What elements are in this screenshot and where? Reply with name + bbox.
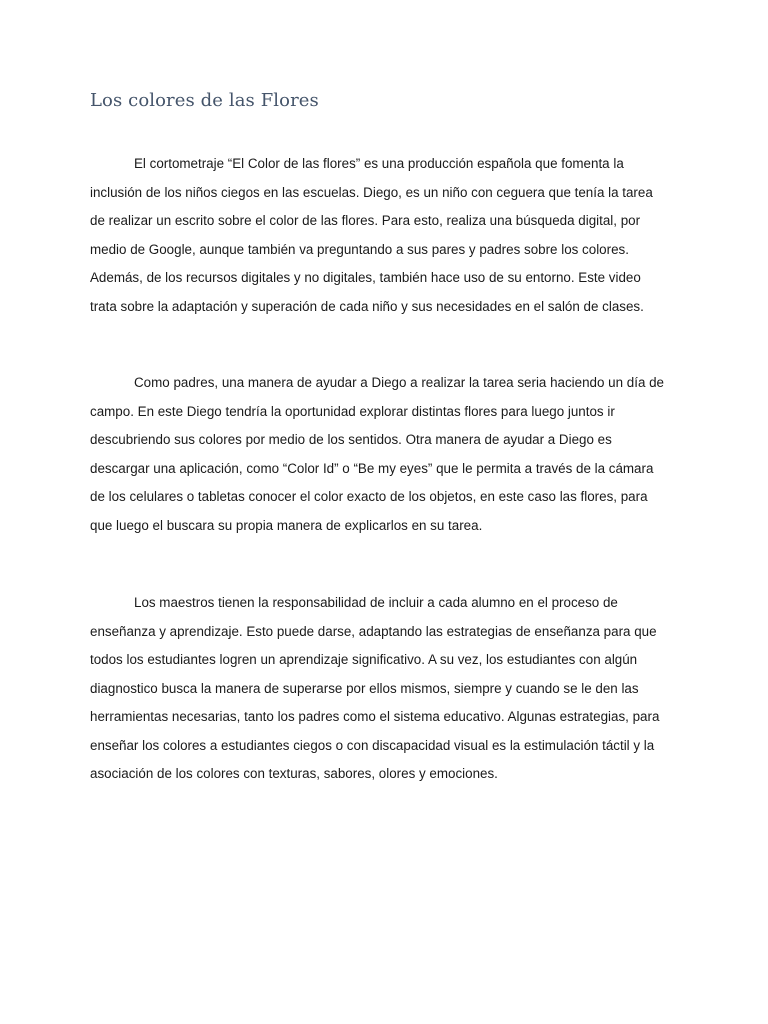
paragraph-line: diagnostico busca la manera de superarse por ellos mismos, siempre y cuando se le den las <box>90 680 639 696</box>
paragraph-line: descargar una aplicación, como “Color Id” o “Be my eyes” que le permita a través de la cámara <box>90 460 654 476</box>
paragraph-1 <box>90 150 680 321</box>
paragraph-line: que luego el buscara su propia manera de explicarlos en su tarea. <box>90 517 483 533</box>
paragraph-3 <box>90 589 680 789</box>
paragraph-line: herramientas necesarias, tanto los padres como el sistema educativo. Algunas estrategias, para <box>90 709 660 724</box>
paragraph-line: El cortometraje “El Color de las flores” es una producción española que fomenta la <box>134 156 624 171</box>
paragraph-line: enseñanza y aprendizaje. Esto puede darse, adaptando las estrategias de enseñanza para que <box>90 623 657 639</box>
paragraph-line: trata sobre la adaptación y superación de cada niño y sus necesidades en el salón de clases. <box>90 298 644 314</box>
paragraph-line: inclusión de los niños ciegos en las escuelas. Diego, es un niño con ceguera que tenía la tarea <box>90 184 653 200</box>
paragraph-line: de realizar un escrito sobre el color de las flores. Para esto, realiza una búsqueda digital, por <box>90 213 641 228</box>
paragraph-line: descubriendo sus colores por medio de los sentidos. Otra manera de ayudar a Diego es <box>90 432 612 447</box>
paragraph-2 <box>90 369 680 540</box>
document-title: Los colores de las Flores <box>90 90 319 111</box>
paragraph-line: Los maestros tienen la responsabilidad de incluir a cada alumno en el proceso de <box>134 595 618 610</box>
paragraph-line: medio de Google, aunque también va preguntando a sus pares y padres sobre los colores. <box>90 241 629 257</box>
paragraph-line: enseñar los colores a estudiantes ciegos o con discapacidad visual es la estimulación táctil y la <box>90 737 655 753</box>
paragraph-line: asociación de los colores con texturas, sabores, olores y emociones. <box>90 766 498 781</box>
paragraph-line: campo. En este Diego tendría la oportunidad explorar distintas flores para luego juntos ir <box>90 403 615 419</box>
paragraph-line: de los celulares o tabletas conocer el color exacto de los objetos, en este caso las flores, para <box>90 489 648 504</box>
paragraph-line: Además, de los recursos digitales y no digitales, también hace uso de su entorno. Este video <box>90 270 641 285</box>
paragraph-line: Como padres, una manera de ayudar a Diego a realizar la tarea seria haciendo un día de <box>134 375 665 390</box>
paragraph-line: todos los estudiantes logren un aprendizaje significativo. A su vez, los estudiantes con algún <box>90 652 638 667</box>
